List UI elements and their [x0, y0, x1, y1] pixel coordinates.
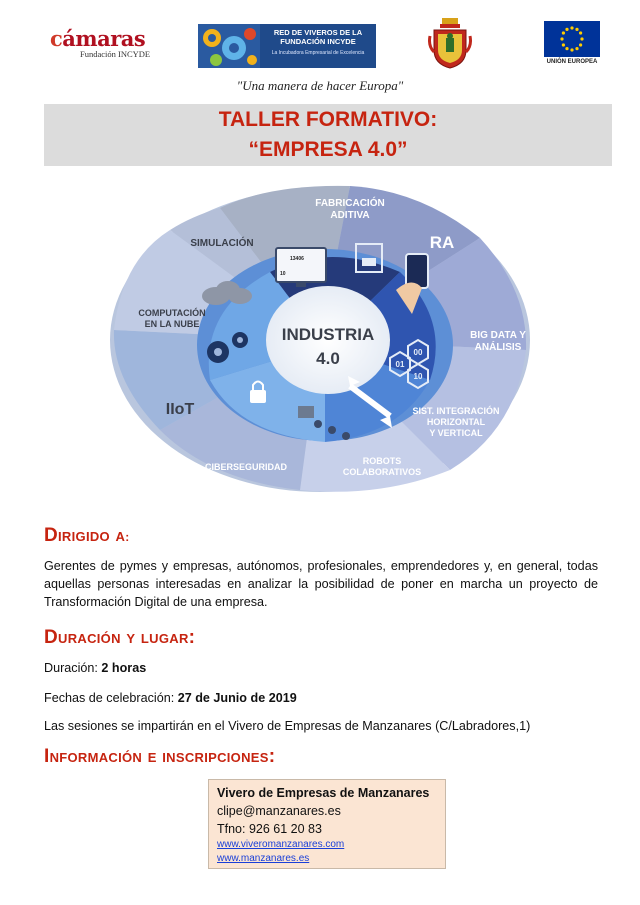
monitor-value-top: 13406 — [290, 256, 304, 262]
monitor-icon — [276, 248, 326, 287]
center-label-line-1: INDUSTRIA — [281, 325, 375, 344]
duration-value: 2 horas — [101, 661, 147, 675]
label-robots-2: COLABORATIVOS — [342, 467, 422, 477]
duration-line — [44, 659, 598, 677]
center-label-line-2: 4.0 — [316, 349, 340, 368]
hex-value-3: 10 — [413, 372, 423, 381]
dates-line — [44, 689, 598, 707]
label-fabricacion-2: ADITIVA — [330, 210, 370, 221]
dates-value: 27 de Junio de 2019 — [177, 691, 297, 705]
label-fabricacion-1: FABRICACIÓN — [315, 198, 385, 209]
label-simulacion: SIMULACIÓN — [190, 238, 254, 249]
hex-value-2: 01 — [395, 360, 405, 369]
hex-value-1: 00 — [413, 348, 423, 357]
label-nube-1: COMPUTACIÓN — [138, 308, 206, 318]
gears-icon — [198, 24, 260, 68]
section-heading-duracion: Duración y lugar: — [44, 627, 196, 648]
contact-link-vivero[interactable]: www.viveromanzanares.com — [217, 839, 345, 850]
contact-email[interactable]: clipe@manzanares.es — [217, 804, 341, 818]
industry-4-wheel — [100, 180, 540, 500]
contact-org: Vivero de Empresas de Manzanares — [217, 786, 430, 800]
eu-flag-icon — [544, 21, 600, 57]
label-bigdata-1: BIG DATA Y — [470, 330, 526, 341]
industry-4-diagram — [100, 180, 540, 500]
logo-bar — [0, 8, 640, 70]
label-robots-1: ROBOTS — [362, 456, 402, 466]
red-viveros-logo — [198, 24, 376, 68]
eu-logo — [544, 21, 604, 71]
heading-dirigido-text: Dirigido a — [44, 525, 126, 546]
coat-of-arms-icon — [428, 16, 472, 70]
camaras-logo-name — [50, 26, 170, 51]
label-sist-2: HORIZONTAL — [426, 417, 486, 427]
label-ciber: CIBERSEGURIDAD — [204, 462, 288, 472]
label-nube-2: EN LA NUBE — [144, 319, 200, 329]
title-banner — [44, 104, 612, 166]
contact-phone: Tfno: 926 61 20 83 — [217, 822, 322, 836]
label-iiot: IIoT — [165, 401, 195, 418]
eu-label: UNIÓN EUROPEA — [546, 59, 598, 65]
monitor-value-bottom: 10 — [280, 271, 286, 277]
title-line-2: “EMPRESA 4.0” — [248, 138, 408, 161]
label-ra: RA — [429, 233, 455, 252]
heading-dirigido-colon: : — [125, 530, 130, 544]
section-heading-dirigido — [44, 525, 130, 547]
title-line-1: TALLER FORMATIVO: — [218, 108, 438, 131]
duration-label: Duración: — [44, 661, 102, 675]
tagline: "Una manera de hacer Europa" — [236, 78, 404, 93]
section-heading-informacion: Información e inscripciones: — [44, 746, 276, 767]
red-viveros-title: RED DE VIVEROS DE LA FUNDACIÓN INCYDE — [273, 28, 363, 46]
dates-label: Fechas de celebración: — [44, 691, 178, 705]
dirigido-paragraph: Gerentes de pymes y empresas, autónomos, profesionales, emprendedores y, en general, todas aquellas personas interesadas en analizar la posibilidad de poner en marcha un proyecto de Transformación Digital de una empresa. — [44, 559, 598, 609]
camaras-logo-rest: ámaras — [62, 26, 146, 51]
label-sist-3: Y VERTICAL — [429, 428, 483, 438]
label-sist-1: SIST. INTEGRACIÓN — [412, 406, 500, 416]
camaras-logo-c: c — [50, 26, 63, 51]
camaras-logo — [50, 26, 170, 70]
contact-box — [208, 779, 446, 869]
red-viveros-subtitle: La Incubadora Empresarial de Excelencia — [271, 50, 365, 56]
contact-link-manzanares[interactable]: www.manzanares.es — [217, 853, 310, 864]
label-bigdata-2: ANÁLISIS — [474, 342, 522, 353]
venue-line: Las sesiones se impartirán en el Vivero de Empresas de Manzanares (C/Labradores,1) — [44, 719, 531, 733]
camaras-logo-subtitle: Fundación INCYDE — [80, 49, 151, 59]
